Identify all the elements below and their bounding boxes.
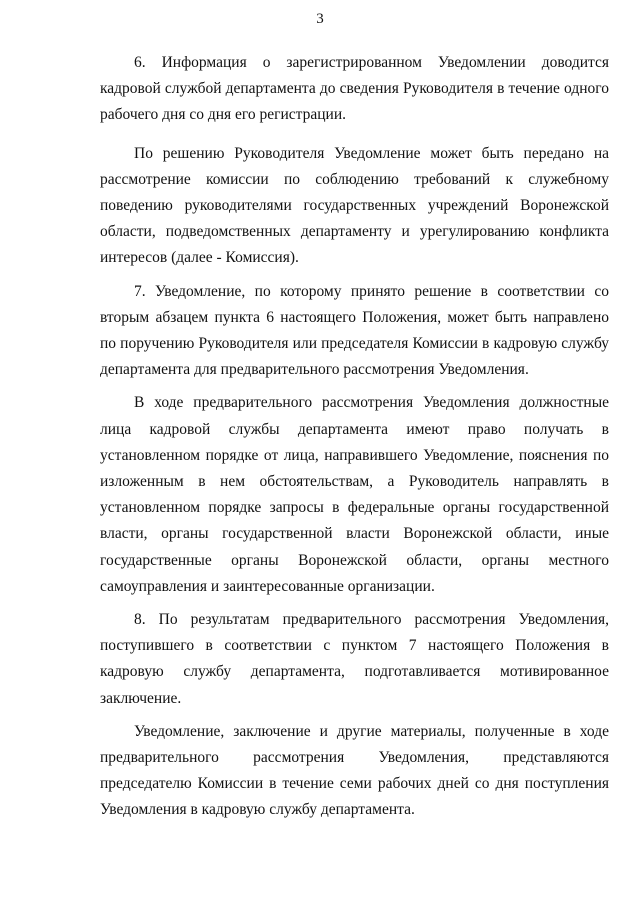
- paragraph-review-rights: В ходе предварительного рассмотрения Уведомления должностные лица кадровой службы департамента имеют право получать в установленном порядке от лица, направившего Уведомление, пояснения по изложенным в нем обстоятельствам, а Руководитель направлять в установленном порядке запросы в федеральные органы государственной власти, органы государственной власти Воронежской области, иные государственные органы Воронежской области, органы местного самоуправления и заинтересованные организации.: [100, 394, 609, 595]
- paragraph-materials-submission: Уведомление, заключение и другие материалы, полученные в ходе предварительного рассмотрения Уведомления, представляются председателю Комиссии в течение семи рабочих дней со дня поступления Уведомления в кадровую службу департамента.: [100, 722, 609, 819]
- paragraph-commission-referral: По решению Руководителя Уведомление может быть передано на рассмотрение комиссии по соблюдению требований к служебному поведению руководителями государственных учреждений Воронежской области, подведомственных департаменту и урегулированию конфликта интересов (далее - Комиссия).: [100, 144, 609, 267]
- document-body: [100, 50, 609, 824]
- paragraph-item-8-conclusion: 8. По результатам предварительного рассмотрения Уведомления, поступившего в соответствии с пунктом 7 настоящего Положения в кадровую службу департамента, подготавливается мотивированное заключение.: [100, 611, 609, 707]
- paragraph-item-6-notification: 6. Информация о зарегистрированном Уведомлении доводится кадровой службой департамента до сведения Руководителя в течение одного рабочего дня со дня его регистрации.: [100, 54, 609, 124]
- page-number: 3: [316, 11, 324, 27]
- paragraph-item-7-preliminary-review: 7. Уведомление, по которому принято решение в соответствии со вторым абзацем пункта 6 настоящего Положения, может быть направлено по поручению Руководителя или председателя Комиссии в кадровую службу департамента для предварительного рассмотрения Уведомления.: [100, 282, 609, 379]
